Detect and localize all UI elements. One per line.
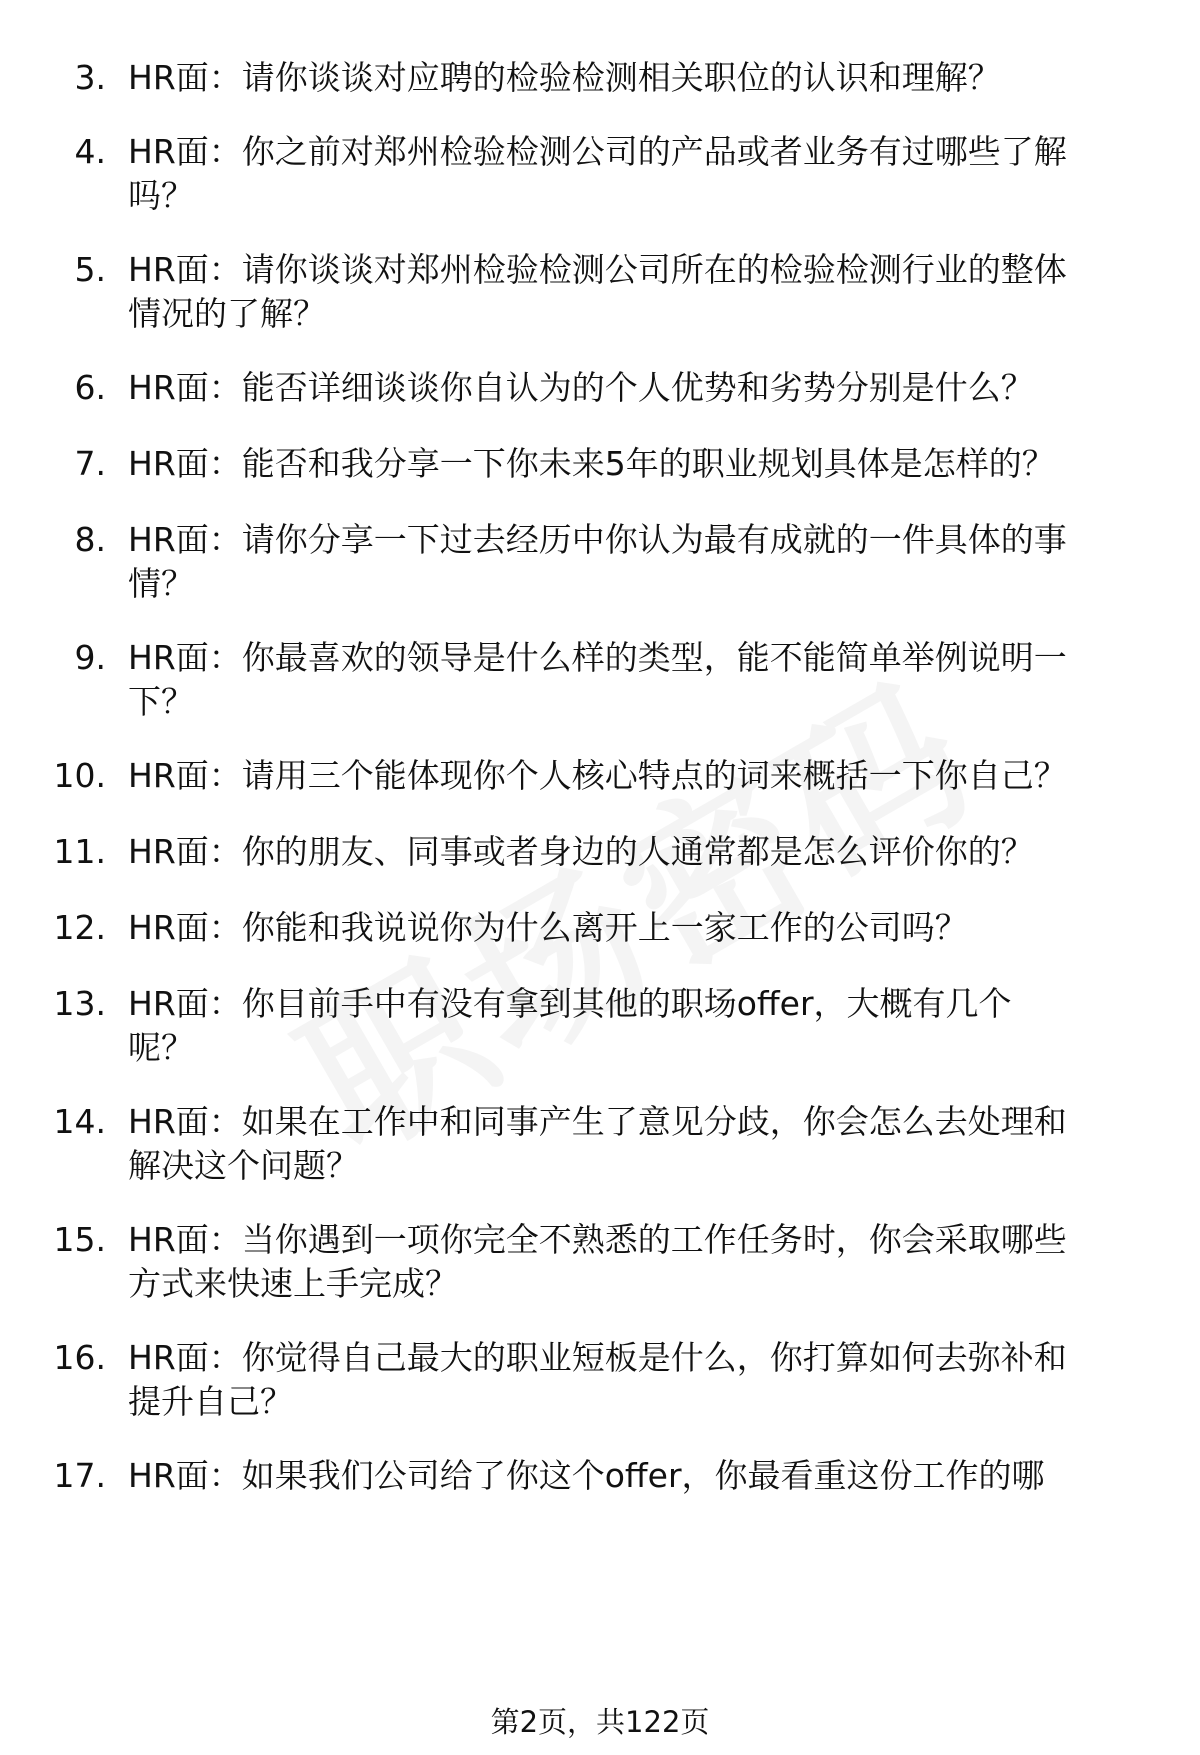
question-line: HR面：请你谈谈对郑州检验检测公司所在的检验检测行业的整体 [128,250,1067,289]
question-line: 情况的了解？ [128,294,326,333]
question-number: 4. [74,132,106,171]
question-number: 11. [53,832,106,871]
question-text [128,830,1158,874]
question-number: 16. [53,1338,106,1377]
question-text [128,56,1158,100]
question-text [128,754,1158,798]
question-text [128,636,1158,724]
question-line: 下？ [128,682,194,721]
question-number: 15. [53,1220,106,1259]
question-text [128,1100,1158,1188]
question-number: 5. [74,250,106,289]
question-line: HR面：如果我们公司给了你这个offer，你最看重这份工作的哪 [128,1456,1045,1495]
question-line: HR面：请你谈谈对应聘的检验检测相关职位的认识和理解？ [128,58,1001,97]
question-text [128,248,1158,336]
question-line: 呢？ [128,1028,194,1067]
question-number: 13. [53,984,106,1023]
question-line: HR面：请你分享一下过去经历中你认为最有成就的一件具体的事 [128,520,1067,559]
question-line: HR面：能否详细谈谈你自认为的个人优势和劣势分别是什么？ [128,368,1034,407]
question-line: HR面：你能和我说说你为什么离开上一家工作的公司吗？ [128,908,968,947]
question-number: 6. [74,368,106,407]
question-text [128,1336,1158,1424]
question-number: 14. [53,1102,106,1141]
question-line: HR面：你觉得自己最大的职业短板是什么，你打算如何去弥补和 [128,1338,1067,1377]
question-number: 9. [74,638,106,677]
question-text [128,982,1158,1070]
question-line: HR面：你的朋友、同事或者身边的人通常都是怎么评价你的？ [128,832,1034,871]
question-text [128,1454,1158,1498]
question-text [128,518,1158,606]
question-line: HR面：你之前对郑州检验检测公司的产品或者业务有过哪些了解 [128,132,1067,171]
question-text [128,442,1158,486]
question-line: HR面：你最喜欢的领导是什么样的类型，能不能简单举例说明一 [128,638,1067,677]
question-line: HR面：当你遇到一项你完全不熟悉的工作任务时，你会采取哪些 [128,1220,1067,1259]
question-line: 提升自己？ [128,1382,293,1421]
question-text [128,130,1158,218]
question-line: 方式来快速上手完成？ [128,1264,458,1303]
question-line: 解决这个问题？ [128,1146,359,1185]
question-line: HR面：请用三个能体现你个人核心特点的词来概括一下你自己？ [128,756,1067,795]
question-text [128,366,1158,410]
question-number: 17. [53,1456,106,1495]
question-number: 7. [74,444,106,483]
question-number: 10. [53,756,106,795]
question-line: HR面：能否和我分享一下你未来5年的职业规划具体是怎样的？ [128,444,1055,483]
question-line: 吗？ [128,176,194,215]
question-number: 12. [53,908,106,947]
page-footer: 第2页，共122页 [490,1705,710,1739]
question-line: HR面：如果在工作中和同事产生了意见分歧，你会怎么去处理和 [128,1102,1067,1141]
question-line: 情？ [128,564,194,603]
question-text [128,906,1158,950]
question-line: HR面：你目前手中有没有拿到其他的职场offer，大概有几个 [128,984,1012,1023]
question-number: 8. [74,520,106,559]
question-number: 3. [74,58,106,97]
question-text [128,1218,1158,1306]
